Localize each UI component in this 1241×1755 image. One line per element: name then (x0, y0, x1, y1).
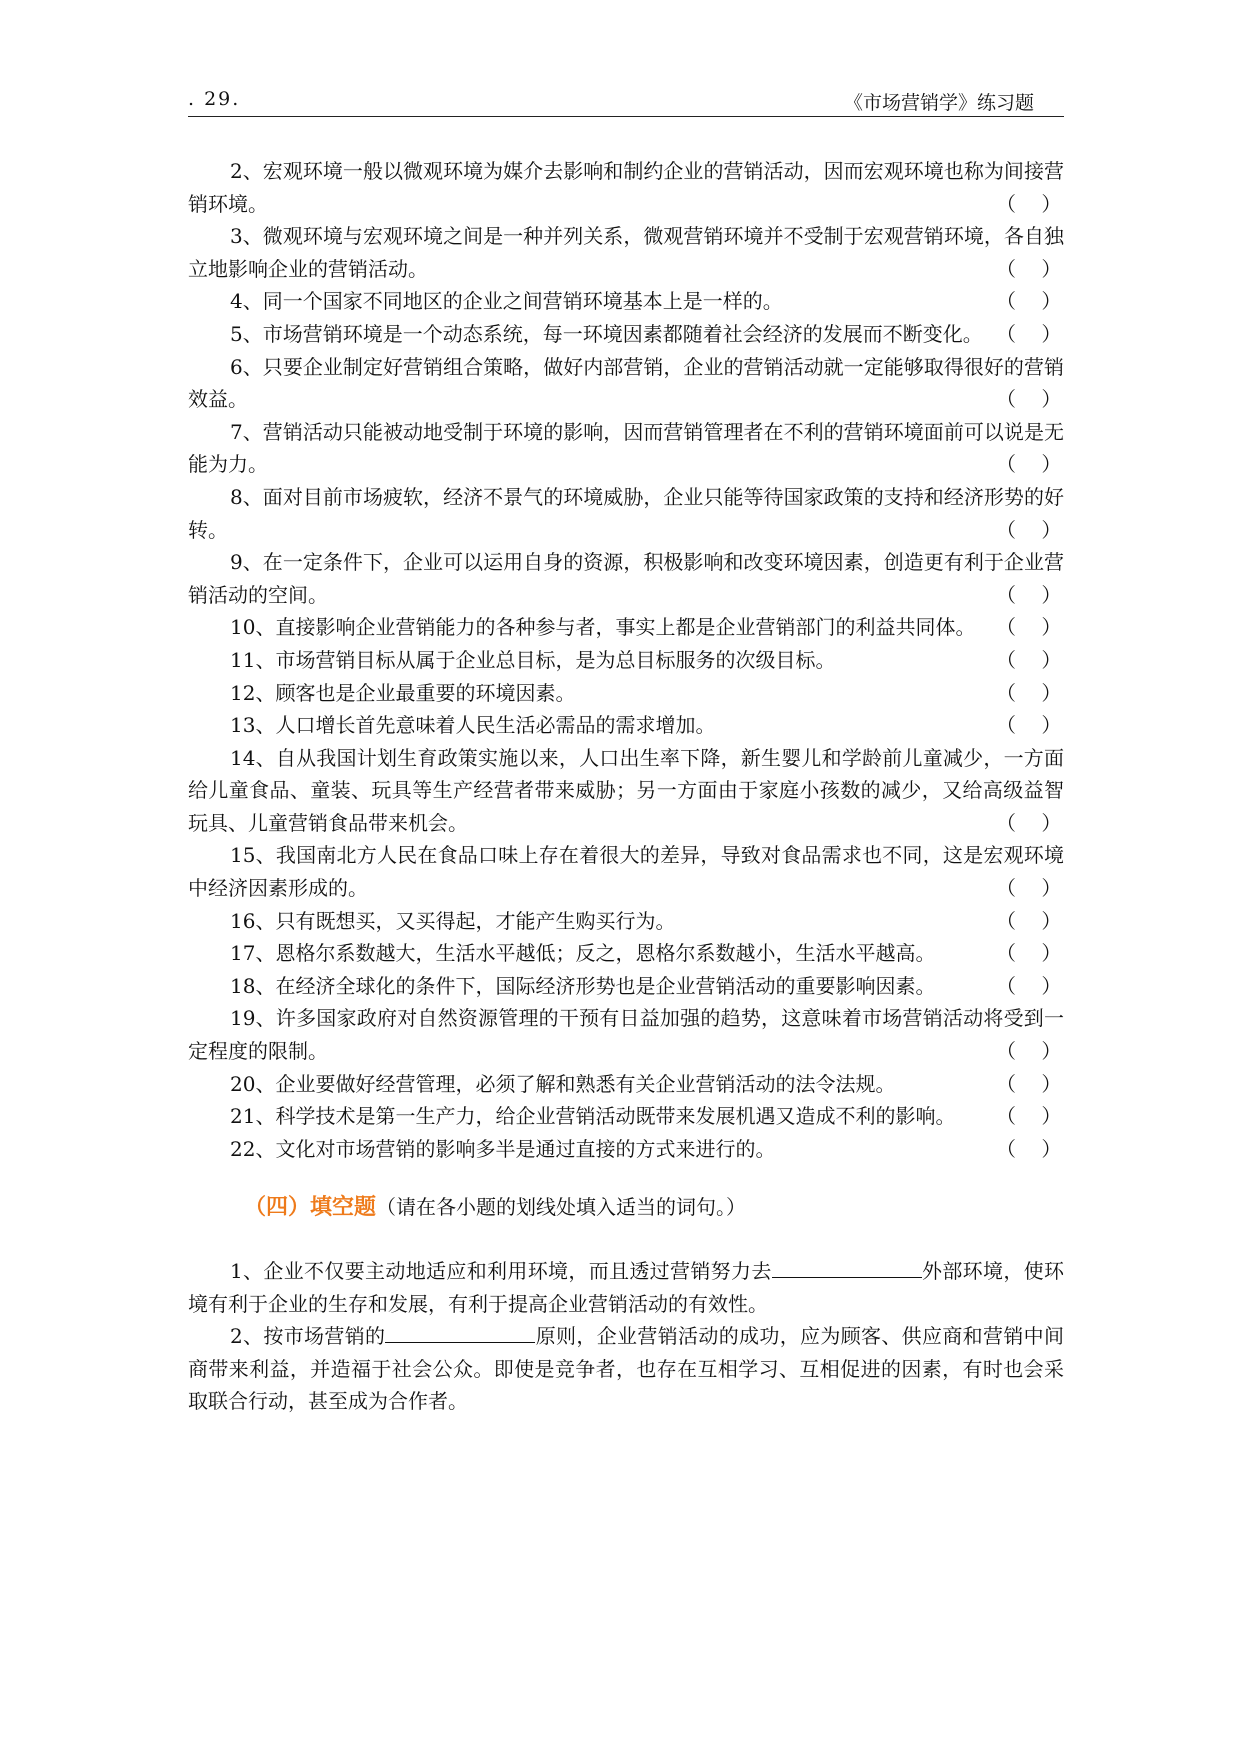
fill-text-before: 2、按市场营销的 (230, 1324, 386, 1349)
fill-list (188, 1255, 1064, 1418)
section-title: （四）填空题 (244, 1195, 377, 1221)
question-text: 17、恩格尔系数越大，生活水平越低；反之，恩格尔系数越小，生活水平越高。 (230, 941, 936, 966)
page-header (188, 88, 1064, 117)
question-text: 3、微观环境与宏观环境之间是一种并列关系，微观营销环境并不受制于宏观营销环境，各自独立地影响企业的营销活动。 (188, 224, 1064, 281)
question-item (188, 155, 1064, 220)
question-item (188, 1068, 1064, 1101)
question-text: 4、同一个国家不同地区的企业之间营销环境基本上是一样的。 (230, 289, 783, 314)
question-item (188, 644, 1064, 677)
answer-bracket[interactable]: （ ） (996, 680, 1062, 705)
question-text: 16、只有既想买，又买得起，才能产生购买行为。 (230, 908, 676, 933)
answer-bracket[interactable]: （ ） (996, 1104, 1062, 1129)
question-item (188, 611, 1064, 644)
answer-bracket[interactable]: （ ） (996, 973, 1062, 998)
fill-item (188, 1320, 1064, 1418)
answer-bracket[interactable]: （ ） (996, 517, 1062, 542)
question-text: 8、面对目前市场疲软，经济不景气的环境威胁，企业只能等待国家政策的支持和经济形势的好转。 (188, 484, 1064, 542)
question-text: 18、在经济全球化的条件下，国际经济形势也是企业营销活动的重要影响因素。 (230, 973, 936, 998)
answer-bracket[interactable]: （ ） (996, 1071, 1062, 1096)
question-item (188, 1100, 1064, 1133)
question-text: 11、市场营销目标从属于企业总目标，是为总目标服务的次级目标。 (230, 647, 836, 672)
question-item (188, 709, 1064, 742)
question-item (188, 318, 1064, 351)
answer-bracket[interactable]: （ ） (996, 647, 1062, 672)
answer-bracket[interactable]: （ ） (996, 713, 1062, 738)
question-text: 2、宏观环境一般以微观环境为媒介去影响和制约企业的营销活动，因而宏观环境也称为间接营销环境。 (188, 159, 1064, 216)
question-item (188, 905, 1064, 938)
question-item (188, 285, 1064, 318)
fill-text-before: 1、企业不仅要主动地适应和利用环境，而且透过营销努力去 (230, 1259, 772, 1283)
question-item (188, 970, 1064, 1003)
page-number: . 29. (188, 88, 241, 110)
question-text: 19、许多国家政府对自然资源管理的干预有日益加强的趋势，这意味着市场营销活动将受到一定程度的限制。 (188, 1006, 1064, 1064)
book-title: 《市场营销学》练习题 (843, 92, 1034, 114)
answer-bracket[interactable]: （ ） (996, 289, 1062, 314)
question-item (188, 1002, 1064, 1067)
answer-bracket[interactable]: （ ） (996, 908, 1062, 933)
question-text: 9、在一定条件下，企业可以运用自身的资源，积极影响和改变环境因素，创造更有利于企业营销活动的空间。 (188, 550, 1064, 607)
section-fill-blank-heading (188, 1191, 1064, 1225)
question-item (188, 742, 1064, 840)
answer-bracket[interactable]: （ ） (996, 387, 1062, 412)
question-item (188, 351, 1064, 416)
question-text: 20、企业要做好经营管理，必须了解和熟悉有关企业营销活动的法令法规。 (230, 1071, 896, 1096)
question-text: 7、营销活动只能被动地受制于环境的影响，因而营销管理者在不利的营销环境面前可以说是无能为力。 (188, 419, 1064, 477)
question-item (188, 481, 1064, 546)
answer-bracket[interactable]: （ ） (996, 452, 1062, 477)
fill-text-after: 原则，企业营销活动的成功，应为顾客、供应商和营销中间商带来利益，并造福于社会公众。即使是竞争者，也存在互相学习、互相促进的因素，有时也会采取联合行动，甚至成为合作者。 (188, 1324, 1065, 1414)
fill-blank-line[interactable] (385, 1322, 535, 1343)
answer-bracket[interactable]: （ ） (996, 876, 1062, 901)
question-item (188, 220, 1064, 285)
answer-bracket[interactable]: （ ） (996, 941, 1062, 966)
answer-bracket[interactable]: （ ） (996, 191, 1062, 216)
question-text: 13、人口增长首先意味着人民生活必需品的需求增加。 (230, 713, 716, 738)
page-content (188, 155, 1064, 1418)
answer-bracket[interactable]: （ ） (996, 582, 1062, 607)
fill-text-after: 外部环境，使环境有利于企业的生存和发展，有利于提高企业营销活动的有效性。 (188, 1259, 1064, 1316)
question-item (188, 677, 1064, 710)
question-item (188, 839, 1064, 904)
question-item (188, 937, 1064, 970)
question-item (188, 1133, 1064, 1166)
answer-bracket[interactable]: （ ） (996, 1039, 1062, 1064)
answer-bracket[interactable]: （ ） (996, 810, 1062, 835)
fill-item (188, 1255, 1064, 1320)
answer-bracket[interactable]: （ ） (996, 615, 1062, 640)
question-text: 6、只要企业制定好营销组合策略，做好内部营销，企业的营销活动就一定能够取得很好的营销效益。 (188, 354, 1064, 412)
fill-blank-line[interactable] (772, 1257, 922, 1278)
section-instruction: （请在各小题的划线处填入适当的词句。） (376, 1195, 747, 1220)
question-text: 12、顾客也是企业最重要的环境因素。 (230, 680, 576, 705)
answer-bracket[interactable]: （ ） (996, 1136, 1062, 1161)
question-text: 15、我国南北方人民在食品口味上存在着很大的差异，导致对食品需求也不同，这是宏观环境中经济因素形成的。 (188, 843, 1064, 901)
answer-bracket[interactable]: （ ） (996, 256, 1062, 281)
question-text: 21、科学技术是第一生产力，给企业营销活动既带来发展机遇又造成不利的影响。 (230, 1104, 956, 1129)
question-text: 10、直接影响企业营销能力的各种参与者，事实上都是企业营销部门的利益共同体。 (230, 615, 976, 640)
question-item (188, 546, 1064, 611)
judgement-list (188, 155, 1064, 1165)
question-text: 22、文化对市场营销的影响多半是通过直接的方式来进行的。 (230, 1136, 776, 1161)
question-text: 14、自从我国计划生育政策实施以来，人口出生率下降，新生婴儿和学龄前儿童减少，一方面给儿童食品、童装、玩具等生产经营者带来威胁；另一方面由于家庭小孩数的减少，又给高级益智玩具、儿童营销食品带来机会。 (188, 745, 1064, 835)
question-text: 5、市场营销环境是一个动态系统，每一环境因素都随着社会经济的发展而不断变化。 (230, 321, 983, 346)
answer-bracket[interactable]: （ ） (996, 321, 1062, 346)
question-item (188, 416, 1064, 481)
